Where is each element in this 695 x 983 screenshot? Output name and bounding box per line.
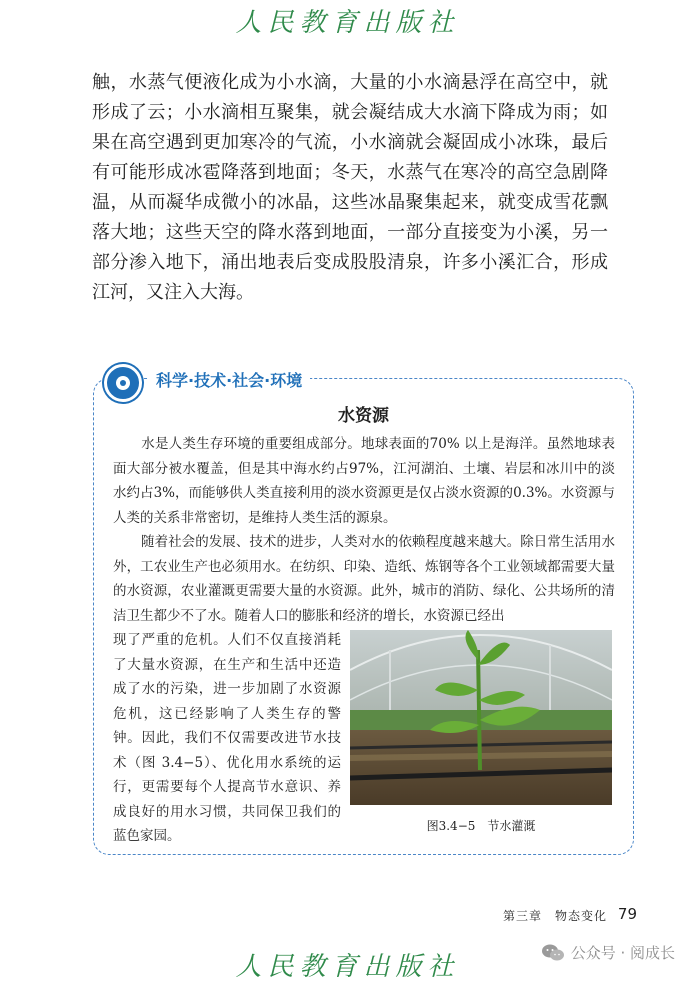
box-paragraph-2: 随着社会的发展、技术的进步，人类对水的依赖程度越来越大。除日常生活用水外，工农业生产也必须用水。在纺织、印染、造纸、炼钢等各个工业领域都需要大量的水资源，农业灌溉更需要大量的水资源。此外，城市的消防、绿化、公共场所的清洁卫生都少不了水。随着人口的膨胀和经济的增长，水资源已经出 [113, 534, 615, 624]
box-paragraph-1: 水是人类生存环境的重要组成部分。地球表面的70% 以上是海洋。虽然地球表面大部分被水覆盖，但是其中海水约占97%，江河湖泊、土壤、岩层和冰川中的淡水约占3%，而能够供人类直接利用的淡水资源更是仅占淡水资源的0.3%。水资源与人类的关系非常密切，是维持人类生活的源泉。 [113, 436, 615, 526]
box-title: 水资源 [338, 406, 389, 426]
irrigation-photo [350, 630, 612, 805]
watermark [541, 942, 675, 964]
publisher-logo-top: 人民教育出版社 [235, 8, 460, 38]
main-paragraph: 触，水蒸气便液化成为小水滴，大量的小水滴悬浮在高空中，就形成了云；小水滴相互聚集，就会凝结成大水滴下降成为雨；如果在高空遇到更加寒冷的气流，小水滴就会凝固成小冰珠，最后有可能形成冰雹降落到地面；冬天，水蒸气在寒冷的高空急剧降温，从而凝华成微小的冰晶，这些冰晶聚集起来，就变成雪花飘落大地；这些天空的降水落到地面，一部分直接变为小溪，另一部分渗入地下，涌出地表后变成股股清泉，许多小溪汇合，形成江河，又注入大海。 [92, 72, 608, 303]
main-text [92, 68, 608, 308]
box-paragraph-3: 现了严重的危机。人们不仅直接消耗了大量水资源，在生产和生活中还造成了水的污染，进一步加剧了水资源危机，这已经影响了人类生存的警钟。因此，我们不仅需要改进节水技术（图 3.4−5）、优化用水系统的运行，更需要每个人提高节水意识、养成良好的用水习惯，共同保卫我们的蓝色家园。 [113, 632, 341, 844]
figure-caption: 图3.4−5 节水灌溉 [426, 819, 536, 833]
watermark-text: 公众号 · 阅成长 [570, 944, 675, 962]
box-header: 科学·技术·社会·环境 [148, 370, 310, 392]
page-number: 79 [617, 905, 637, 923]
globe-icon [104, 364, 142, 402]
publisher-logo-bottom: 人民教育出版社 [235, 952, 460, 982]
footer-chapter: 第三章 物态变化 [502, 909, 607, 923]
wechat-icon [541, 943, 565, 963]
